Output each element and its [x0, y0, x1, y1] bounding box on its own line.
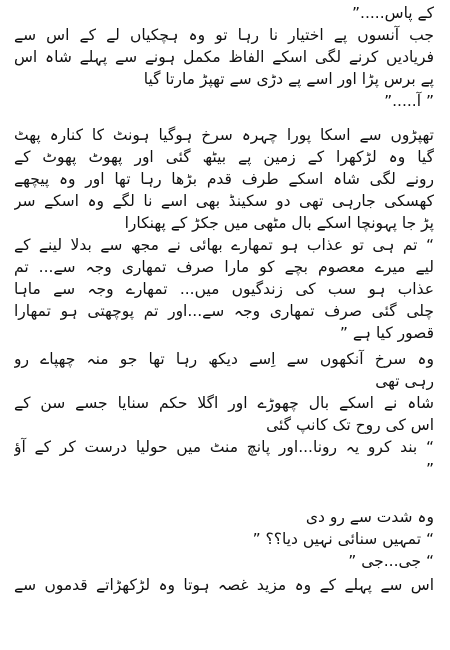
text-line: لیے میرے معصوم بچے کو مارا صرف تمھاری وجہ سے... تم	[14, 258, 434, 276]
text-line: “ تمہیں سنائی نہیں دیا؟؟ ”	[252, 530, 434, 548]
text-line: کھسکی جارہی تھی دو سکینڈ بھی اسے نا لگے وہ اسکے سر	[14, 192, 434, 210]
text-line: ”	[425, 460, 434, 478]
text-line: عذاب ہو سب کی زندگیوں میں... تمھارے وجہ سے ماہا	[14, 280, 434, 298]
text-line: پڑ جا پہونچا اسکے بال مٹھی میں جکڑ کے پھنکارا	[124, 214, 434, 232]
text-line: چلی گئی صرف تمھاری وجہ سے...اور تم پوچھتی ہو تمھارا	[14, 302, 434, 320]
text-line: جب آنسوں پے اختیار نا رہا تو وہ ہچکیاں لے کے اس سے	[14, 26, 434, 44]
text-line: کے پاس.....”	[351, 4, 434, 22]
text-line: ” آ.....”	[384, 92, 434, 110]
text-line: “ تم ہی تو عذاب ہو تمھارے بھائی نے مجھ سے بدلا لینے کے	[14, 236, 434, 254]
text-line: رونے لگی شاہ اسکے طرف قدم بڑھا رہا تھا اور وہ پیچھے	[14, 170, 434, 188]
text-line: “ جی...جی ”	[348, 552, 434, 570]
text-line: “ بند کرو یہ رونا...اور پانچ منٹ میں حولیا درست کر کے آؤ	[14, 438, 434, 456]
text-line: شاہ نے اسکے بال چھوڑے اور اگلا حکم سنایا جسے سن کے	[14, 394, 434, 412]
text-line: وہ سرخ آنکھوں سے اِسے دیکھ رہا تھا جو منہ چھپاے رو	[14, 350, 434, 368]
text-line: اس سے پہلے کے وہ مزید غصہ ہوتا وہ لڑکھڑاتے قدموں سے	[14, 576, 434, 594]
text-line: قصور کیا ہے ”	[339, 324, 434, 342]
text-line: تھپڑوں سے اسکا پورا چہرہ سرخ ہوگیا ہونٹ کا کنارہ پھٹ	[14, 126, 434, 144]
text-line: رہی تھی	[375, 372, 434, 390]
text-line: وہ شدت سے رو دی	[305, 508, 434, 526]
text-line: فریادیں کرنے لگی اسکے الفاظ مکمل ہونے سے پہلے شاہ اس	[14, 48, 434, 66]
text-line: گیا وہ لڑکھرا کے زمین پے بیٹھ گئی اور پھوٹ پھوٹ کے	[14, 148, 434, 166]
text-line: پے برس پڑا اور اسے پے دڑی سے تھپڑ مارتا گیا	[143, 70, 434, 88]
text-line: اس کی روح تک کانپ گئی	[266, 416, 434, 434]
